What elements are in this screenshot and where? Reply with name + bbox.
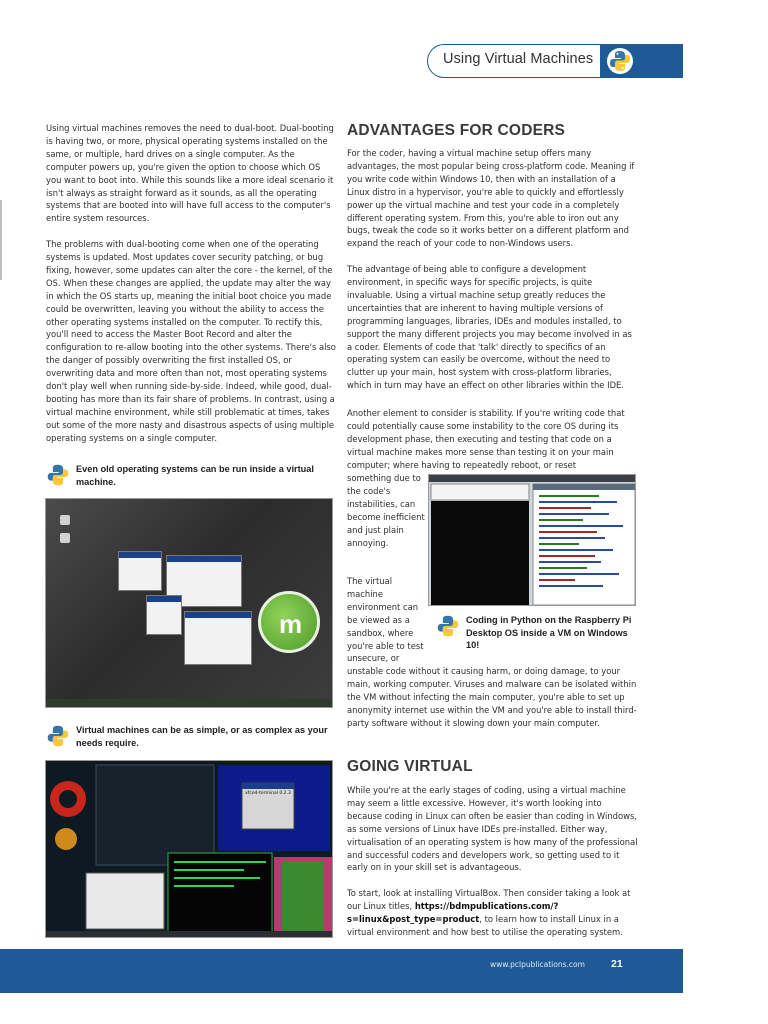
footer-url[interactable]: www.pclpublications.com xyxy=(490,960,585,969)
advantages-paragraph-1: For the coder, having a virtual machine setup offers many advantages, the most popular being cross-platform code. Meaning if you write code within Windows 10, then with an installation of a Linux distro in a hypervisor, you're able to quickly and effortlessly power up the virtual machine and test your code in a completely different operating system. From this, you're able to iron out any bugs, tweak the code so it works better on a different platform and expand the reach of your code to non-Windows users. xyxy=(347,148,635,249)
linux-titles-link[interactable]: https://bdmpublications.com/?s=linux&post_type=product xyxy=(347,901,559,925)
terminal-dialog-title: xfce4-terminal 0.2.3 xyxy=(245,791,291,796)
caption-pi-python xyxy=(436,614,636,652)
caption-old-os xyxy=(46,463,326,488)
python-logo-icon xyxy=(46,463,70,487)
about-dialog xyxy=(184,611,252,665)
heading-going-virtual: GOING VIRTUAL xyxy=(347,758,473,775)
caption-text: Coding in Python on the Raspberry Pi Desktop OS inside a VM on Windows 10! xyxy=(466,615,632,650)
advantages-paragraph-4: unstable code without it causing harm, or doing damage, to your main, working computer. Viruses and malware can be isolated within the VM without infecting the main computer, you're able to set up anonymity internet use within the VM and you're able to install third-party software without it slowing down your main computer. xyxy=(347,666,637,728)
screenshot-complex-vm xyxy=(45,760,333,938)
complex-desktop-art xyxy=(46,761,333,938)
left-paragraph-1: Using virtual machines removes the need to dual-boot. Dual-booting is having two, or more, physical operating systems installed on the same, or multiple, hard drives on a single computer. As the computer powers up, you're given the option to choose which OS you want to boot into. While this sounds like a more ideal scenario it isn't always as straight forward as it sounds, as all the operating systems that are booted into will have full access to the computer's entire system resources. xyxy=(46,123,334,224)
right-column-top xyxy=(347,147,637,405)
going-virtual-text-after-link: , to learn how to install Linux in a virtual environment and how best to utilise the operating system. xyxy=(347,914,623,937)
desktop-icon xyxy=(60,515,70,525)
left-column xyxy=(46,122,336,458)
going-virtual-column xyxy=(347,784,639,952)
header-badge xyxy=(600,44,683,78)
caption-simple-or-complex xyxy=(46,724,331,749)
going-virtual-paragraph-1: While you're at the early stages of coding, using a virtual machine may seem a little excessive. However, it's worth looking into because coding in Linux can often be easier than coding in Windows, as some versions of Linux have IDEs pre-installed. Either way, virtualisation of an operating system is how many of the professional and successful coders and developers work, so getting used to it early on in your skill set is advantageous. xyxy=(347,785,638,873)
program-window xyxy=(118,551,162,591)
advantages-paragraph-2: The advantage of being able to configure a development environment, in specific ways for specific projects, is quite invaluable. Using a virtual machine setup greatly reduces the uncertainties that are inherent to having multiple versions of programming languages, libraries, IDEs and modules installed, to support the many different projects you may become involved in as a coder. Elements of code that 'talk' directly to specifics of an operating system can easily be overcome, without the need to clutter up your main, host system with cross-platform libraries, which in turn may have an effect on other libraries within the IDE. xyxy=(347,264,632,391)
caption-text: Even old operating systems can be run inside a virtual machine. xyxy=(76,464,314,487)
desktop-taskbar xyxy=(46,699,332,707)
caption-text: Virtual machines can be as simple, or as complex as your needs require. xyxy=(76,725,328,748)
page-edge-mark xyxy=(0,200,2,280)
going-virtual-text-before-link: To start, look at installing VirtualBox. Then consider taking a look at our Linux titles, xyxy=(347,888,631,912)
screenshot-old-os-vm xyxy=(45,498,333,708)
file-window xyxy=(146,595,182,635)
heading-advantages: ADVANTAGES FOR CODERS xyxy=(347,122,566,139)
advantages-paragraph-4-narrow: The virtual machine environment can be viewed as a sandbox, where you're able to test unsecure, or xyxy=(347,576,424,664)
desktop-icon xyxy=(60,533,70,543)
screenshot-pi-desktop-vm xyxy=(428,474,636,606)
python-logo-icon xyxy=(436,614,460,638)
pi-desktop-art xyxy=(429,475,636,606)
section-title: Using Virtual Machines xyxy=(443,51,594,67)
going-virtual-paragraph-2 xyxy=(347,887,639,939)
page-number: 21 xyxy=(611,958,623,970)
advantages-paragraph-3-narrow: something due to the code's instabilities, can become inefficient and just plain annoying. xyxy=(347,473,425,548)
python-logo-icon xyxy=(46,724,70,748)
left-paragraph-2: The problems with dual-booting come when one of the operating systems is updated. Most updates cover security patching, or bug fixing, however, some updates can alter the core - the kernel, of the OS. When these changes are applied, the update may alter the way in which the OS starts up, meaning the initial boot choice you made could be overwritten, leaving you without the ability to access the other operating systems installed on the computer. To rectify this, you'll need to access the Master Boot Record and alter the configuration to re-allow booting into the other systems. There's also the danger of possibly overwriting the first installed OS, or overwriting data and more often than not, most operating systems don't play well when running side-by-side. Indeed, while good, dual-booting has more than its fair share of problems. In contrast, using a virtual machine environment, while still problematic at times, takes out some of the more nasty and disastrous aspects of using multiple operating systems on a single computer. xyxy=(46,239,336,443)
mint-logo: m xyxy=(258,591,320,653)
advantages-paragraph-3: Another element to consider is stability. If you're writing code that could potentially cause some instability to the core OS during its development phase, then executing and testing that code on a virtual machine makes more sense than testing it on your main computer; where having to repeatedly reboot, or reset xyxy=(347,408,625,470)
page-gutter xyxy=(683,0,768,1024)
python-logo-icon xyxy=(606,47,634,75)
page-footer xyxy=(0,949,683,993)
